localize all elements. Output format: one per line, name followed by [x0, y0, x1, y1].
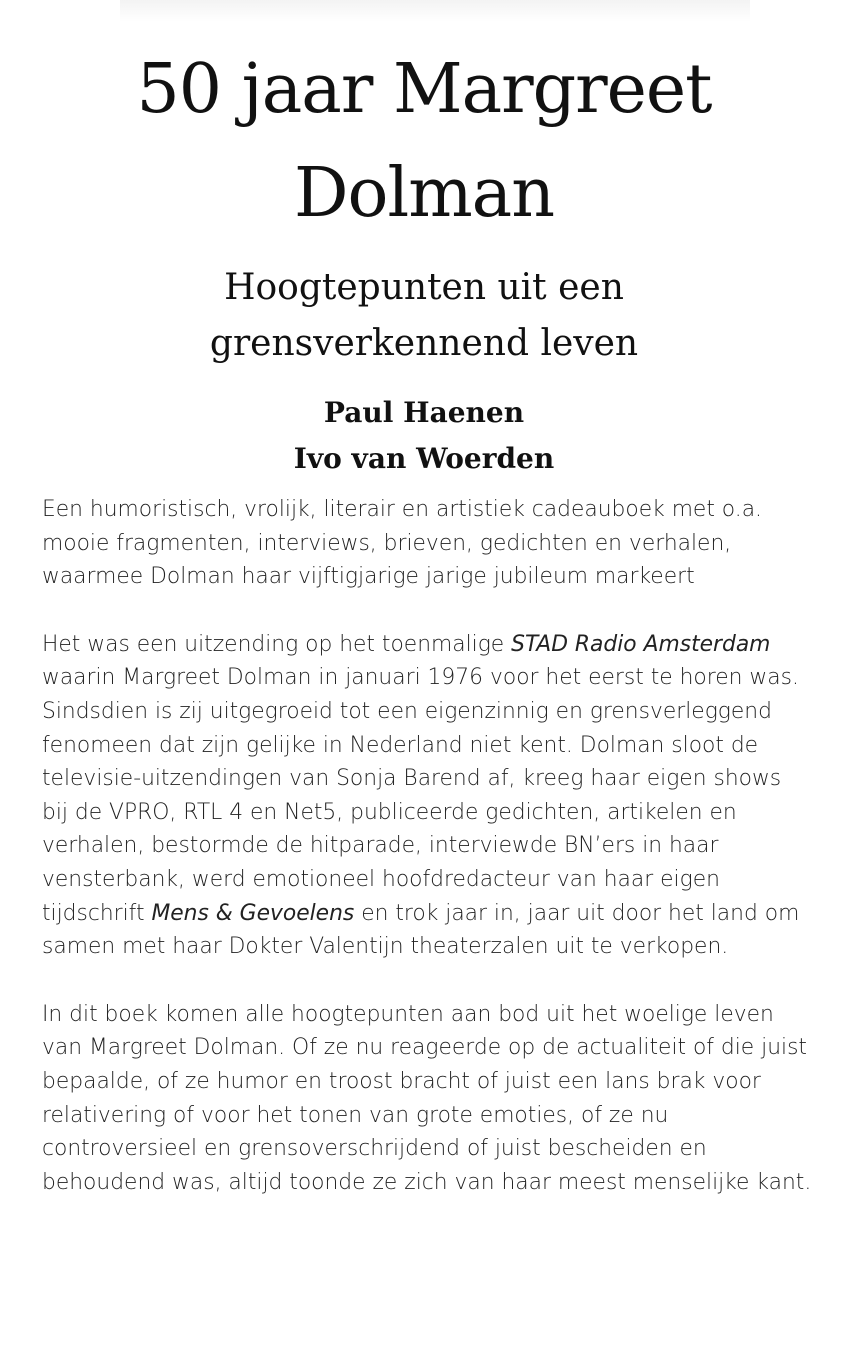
- description-intro: Een humoristisch, vrolijk, literair en artistiek cadeauboek met o.a. mooie fragmenten, interviews, brieven, gedichten en verhalen, waarmee Dolman haar vijftigjarige jarige jubileum markeert: [42, 497, 762, 590]
- book-title: [0, 38, 848, 246]
- description-paragraph: In dit boek komen alle hoogtepunten aan bod uit het woelige leven van Margreet Dolman. Of ze nu reageerde op de actualiteit of die juist bepaalde, of ze humor en troost bracht of juist een lans brak voor relativering of voor het tonen van grote emoties, of ze nu controversieel en grensoverschrijdend of juist bescheiden en behoudend was, altijd toonde ze zich van haar meest menselijke kant.: [42, 1001, 812, 1195]
- book-subtitle-line1: Hoogtepunten uit een: [224, 267, 624, 308]
- author-name: Paul Haenen: [323, 396, 525, 429]
- top-shadow: [120, 0, 750, 22]
- book-subtitle-line2: grensverkennend leven: [209, 323, 639, 364]
- description-paragraph: [42, 628, 812, 964]
- magazine-name: Mens & Gevoelens: [151, 900, 355, 926]
- author-name: Ivo van Woerden: [293, 442, 555, 475]
- description-text: waarin Margreet Dolman in januari 1976 voor het eerst te horen was. Sindsdien is zij uitgegroeid tot een eigenzinnig en grensverleggend fenomeen dat zijn gelijke in Nederland niet kent. Dolman sloot de televisie-uitzendingen van Sonja Barend af, kreeg haar eigen shows bij de VPRO, RTL 4 en Net5, publiceerde gedichten, artikelen en verhalen, bestormde de hitparade, interviewde BN’ers in haar vensterbank, werd emotioneel hoofdredacteur van haar eigen tijdschrift: [42, 665, 799, 926]
- description-text: en trok jaar in, jaar uit door het land om samen met haar Dokter Valentijn theaterzalen uit te verkopen.: [42, 900, 800, 960]
- radio-station-name: STAD Radio Amsterdam: [511, 631, 771, 657]
- description-text: Het was een uitzending op het toenmalige: [42, 631, 512, 657]
- book-description: [42, 493, 812, 1233]
- author-list: [0, 390, 848, 482]
- book-title-line2: Dolman: [293, 154, 555, 233]
- book-header: [0, 38, 848, 482]
- book-title-line1: 50 jaar Margreet: [136, 50, 712, 129]
- book-subtitle: [0, 260, 848, 372]
